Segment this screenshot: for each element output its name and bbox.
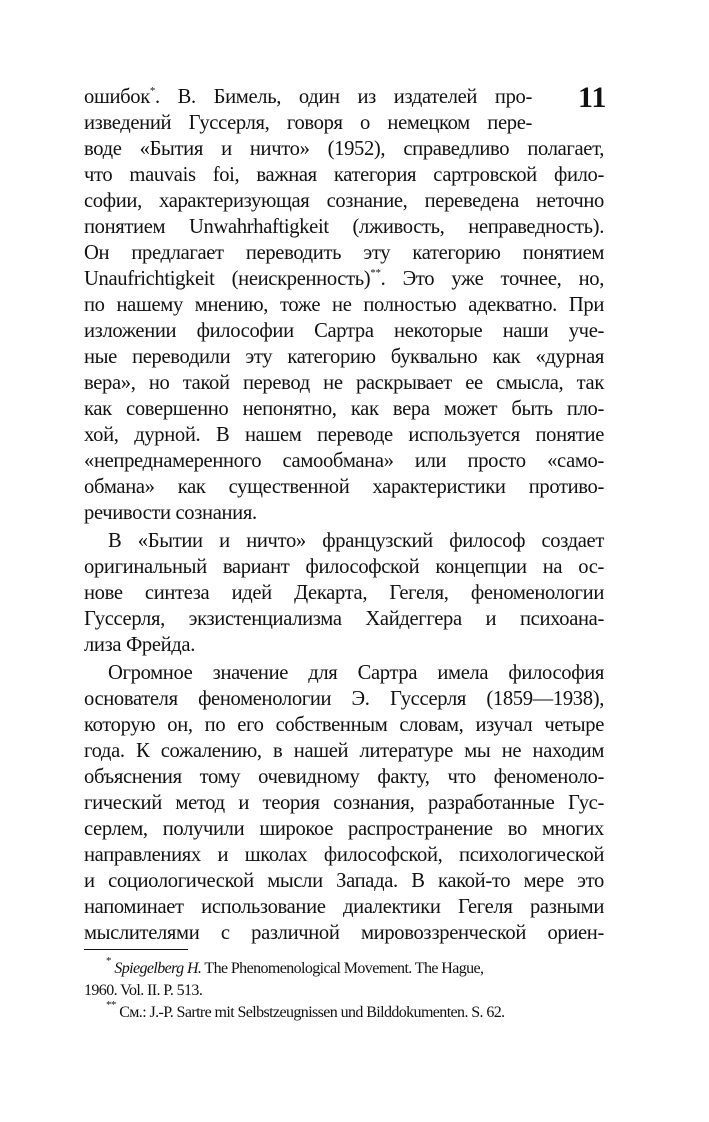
page-number: 11 <box>578 81 607 114</box>
text-line: Unaufrichtigkeit (неискренность)**. Это уже точнее, но, <box>84 267 604 290</box>
text-line: что mauvais foi, важная категория сартровской фило- <box>84 164 604 186</box>
text-line: и социологической мысли Запада. В какой-то мере это <box>84 870 604 892</box>
footnote-1: * Spiegelberg H. The Phenomenological Movement. The Hague, <box>106 955 484 977</box>
text-line: Огромное значение для Сартра имела философия <box>108 662 604 684</box>
text-line: основателя феноменологии Э. Гуссерля (1859—1938), <box>84 688 604 710</box>
text-line: Он предлагает переводить эту категорию понятием <box>84 242 604 264</box>
text-line: напоминает использование диалектики Гегеля разными <box>84 896 604 918</box>
text-line: объяснения тому очевидному факту, что феноменоло- <box>84 766 604 788</box>
text-line: изведений Гуссерля, говоря о немецком пере- <box>84 112 532 134</box>
text-line: как совершенно непонятно, как вера может быть пло- <box>84 398 604 420</box>
text-line: оригинальный вариант философской концепции на ос- <box>84 556 604 578</box>
text-line: хой, дурной. В нашем переводе используется понятие <box>84 424 604 446</box>
text-line: изложении философии Сартра некоторые наши уче- <box>84 320 604 342</box>
text-line: понятием Unwahrhaftigkeit (лживость, неправедность). <box>84 216 604 238</box>
text-line: по нашему мнению, тоже не полностью адекватно. При <box>84 294 604 316</box>
text-line: направлениях и школах философской, психологической <box>84 844 604 866</box>
text-line: софии, характеризующая сознание, переведена неточно <box>84 190 604 212</box>
text-line: ные переводили эту категорию буквально как «дурная <box>84 346 604 368</box>
text-line: серлем, получили широкое распространение во многих <box>84 818 604 840</box>
text-line: года. К сожалению, в нашей литературе мы не находим <box>84 740 604 762</box>
footnote-divider <box>84 949 188 950</box>
text-line: лиза Фрейда. <box>84 634 196 656</box>
footnote-mark: * <box>149 85 156 97</box>
text-line: гический метод и теория сознания, разработанные Гус- <box>84 792 604 814</box>
text-line: обмана» как существенной характеристики противо- <box>84 476 604 498</box>
footnote-2: ** См.: J.-P. Sartre mit Selbstzeugnissen und Bilddokumenten. S. 62. <box>106 999 505 1021</box>
text-line: которую он, по его собственным словам, изучал четыре <box>84 714 604 736</box>
footnote-mark: ** <box>106 999 116 1011</box>
text-line: вера», но такой перевод не раскрывает ее смысла, так <box>84 372 604 394</box>
text-line: ошибок*. В. Бимель, один из издателей про- <box>84 85 532 108</box>
text-line: В «Бытии и ничто» французский философ создает <box>108 530 604 552</box>
footnote-mark: ** <box>370 267 381 279</box>
text-line: нове синтеза идей Декарта, Гегеля, феноменологии <box>84 582 604 604</box>
footnote-author: Spiegelberg H. <box>114 960 202 977</box>
text-line: «непреднамеренного самообмана» или просто «само- <box>84 450 604 472</box>
text-line: мыслителями с различной мировоззренческой ориен- <box>84 922 604 944</box>
text-line: воде «Бытия и ничто» (1952), справедливо полагает, <box>84 138 604 160</box>
text-line: Гуссерля, экзистенциализма Хайдеггера и психоана- <box>84 608 604 630</box>
text-line: речивости сознания. <box>84 502 257 524</box>
footnote-1-continuation: 1960. Vol. II. P. 513. <box>84 982 203 999</box>
footnote-mark: * <box>106 955 111 967</box>
